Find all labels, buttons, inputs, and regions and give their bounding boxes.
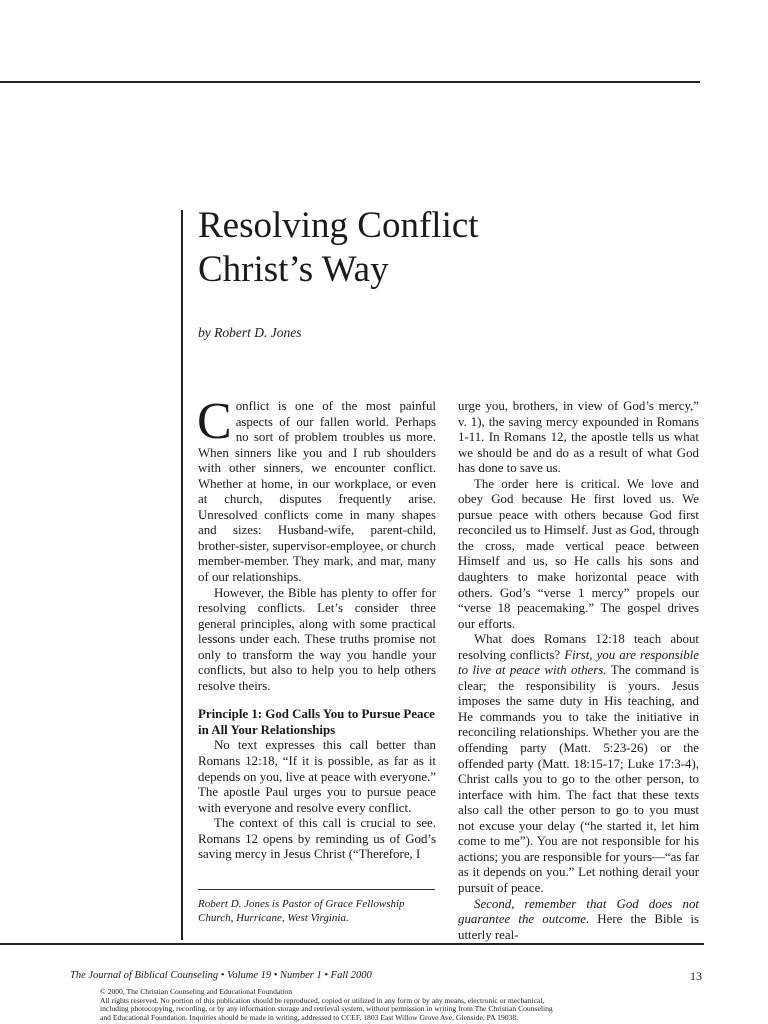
copyright-line: including photocopying, recording, or by any information storage and retrieval system, without permission in writing from The Christian Counseling xyxy=(100,1004,553,1014)
byline: by Robert D. Jones xyxy=(198,325,302,340)
author-footnote: Robert D. Jones is Pastor of Grace Fellowship Church, Hurricane, West Virginia. xyxy=(198,898,405,924)
drop-cap: C xyxy=(197,393,232,450)
paragraph xyxy=(458,897,699,944)
copyright-line: and Educational Foundation. Inquiries should be made in writing, addressed to CCEF, 1803 East Willow Grove Ave, Glenside, PA 19038. xyxy=(100,1012,519,1022)
section-heading: Principle 1: God Calls You to Pursue Peace in All Your Relationships xyxy=(198,707,435,737)
bottom-rule xyxy=(0,943,704,945)
footnote-rule xyxy=(198,889,435,890)
paragraph: The context of this call is crucial to see. Romans 12 opens by reminding us of God’s saving mercy in Jesus Christ (“Therefore, I xyxy=(198,816,436,862)
paragraph-text: The command is clear; the responsibility is yours. Jesus imposes the same duty in His teaching, and He commands you to take the initiative in reconciling relationships. Whether you are the offending party (Matt. 5:23-26) or the offended party (Matt. 18:15-17; Luke 17:3-4), Christ calls you to go to the other person, to interface with him. The fact that these texts also call the other person to go to you must not excuse your delay (“he started it, let him come to me”). You are not responsible for his actions; you are responsible for yours—“as far as it depends on you.” Let nothing derail your pursuit of peace. xyxy=(458,663,700,895)
page-number: 13 xyxy=(690,969,702,983)
title-line-2: Christ’s Way xyxy=(198,249,389,290)
right-column xyxy=(458,399,699,943)
emphasis-text: Second, remember that God does not guarantee the outcome. xyxy=(458,896,699,927)
title-line-1: Resolving Conflict xyxy=(198,205,479,246)
copyright-line: All rights reserved. No portion of this publication should be reproduced, copied or utilized in any form or by any means, electronic or mechanical, xyxy=(100,995,545,1005)
article-title xyxy=(198,204,618,292)
paragraph-text: Here the Bible is utterly real- xyxy=(458,912,699,942)
left-column xyxy=(197,393,436,863)
title-side-bar xyxy=(181,210,183,940)
paragraph xyxy=(458,632,699,896)
emphasis-text: First, you are responsible to live at peace with others. xyxy=(458,647,699,678)
paragraph: urge you, brothers, in view of God’s mercy,” v. 1), the saving mercy expounded in Romans 1-11. In Romans 12, the apostle tells us what we should be and do as a result of what God has done to save us. xyxy=(458,399,699,476)
paragraph: However, the Bible has plenty to offer for resolving conflicts. Let’s consider three general principles, along with some practical lessons under each. These truths promise not only to transform the way you handle your conflicts, but also to help you to help others resolve theirs. xyxy=(198,585,436,693)
paragraph-text: onflict is one of the most painful aspects of our fallen world. Perhaps no sort of problem troubles us more. When sinners like you and I rub shoulders with other sinners, we encounter conflict. Whether at home, in our workplace, or even at church, disputes frequently arise. Unresolved conflicts come in many shapes and sizes: Husband-wife, parent-child, brother-sister, supervisor-employee, or church member-member. They mark, and mar, many of our relationships. xyxy=(198,399,436,585)
paragraph xyxy=(197,393,436,586)
copyright-notice xyxy=(100,988,660,1022)
paragraph: No text expresses this call better than Romans 12:18, “If it is possible, as far as it depends on you, live at peace with everyone.” The apostle Paul urges you to pursue peace with everyone and resolve every conflict. xyxy=(198,738,436,815)
copyright-line: © 2000, The Christian Counseling and Educational Foundation xyxy=(100,987,293,996)
top-rule xyxy=(0,81,700,83)
running-footer: The Journal of Biblical Counseling • Volume 19 • Number 1 • Fall 2000 xyxy=(70,970,372,981)
paragraph: The order here is critical. We love and obey God because He first loved us. We pursue peace with others because God first reconciled us to Himself. Just as God, through the cross, made vertical peace between Himself and us, so He calls his sons and daughters to make horizontal peace with others. God’s “verse 1 mercy” propels our “verse 18 peacemaking.” The gospel drives our efforts. xyxy=(458,476,699,631)
paragraph-text: What does Romans 12:18 teach about resolving conflicts? xyxy=(458,632,699,662)
